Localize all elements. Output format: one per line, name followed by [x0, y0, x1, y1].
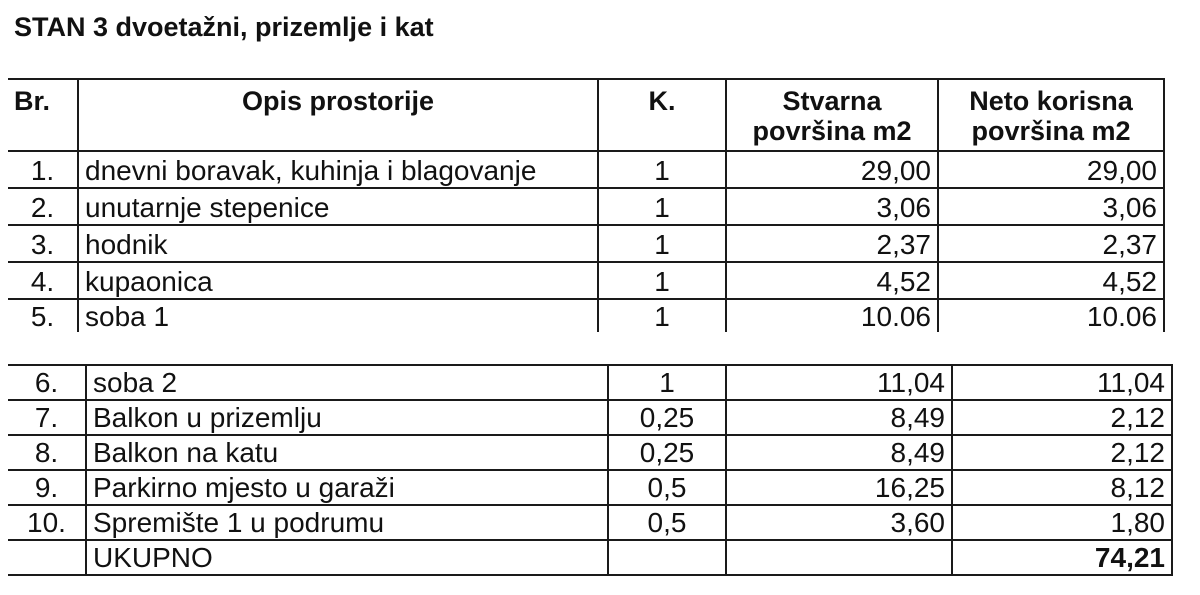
- table-row: [8, 470, 1172, 505]
- row-description: Spremište 1 u podrumu: [86, 505, 608, 540]
- header-net-area-line1: Neto korisna: [969, 86, 1133, 116]
- row-net-area: 10.06: [938, 299, 1164, 332]
- row-actual-area: 10.06: [726, 299, 938, 332]
- table-row: [8, 225, 1164, 262]
- row-description: Parkirno mjesto u garaži: [86, 470, 608, 505]
- row-coefficient: 1: [608, 365, 726, 400]
- table-header-row: [8, 79, 1164, 151]
- row-number: 3.: [8, 225, 78, 262]
- row-coefficient: 1: [598, 188, 726, 225]
- header-actual-area-line1: Stvarna: [782, 86, 882, 116]
- total-number-empty: [8, 540, 86, 575]
- table-row: [8, 262, 1164, 299]
- row-net-area: 2,37: [938, 225, 1164, 262]
- row-description: Balkon na katu: [86, 435, 608, 470]
- row-description: unutarnje stepenice: [78, 188, 598, 225]
- row-actual-area: 8,49: [726, 400, 952, 435]
- row-number: 7.: [8, 400, 86, 435]
- row-net-area: 2,12: [952, 400, 1172, 435]
- row-description: hodnik: [78, 225, 598, 262]
- total-row: [8, 540, 1172, 575]
- total-coefficient-empty: [608, 540, 726, 575]
- row-coefficient: 0,25: [608, 435, 726, 470]
- total-actual-area-empty: [726, 540, 952, 575]
- row-actual-area: 11,04: [726, 365, 952, 400]
- room-area-table-top: [8, 78, 1165, 332]
- row-coefficient: 0,25: [608, 400, 726, 435]
- row-actual-area: 2,37: [726, 225, 938, 262]
- row-net-area: 3,06: [938, 188, 1164, 225]
- row-actual-area: 8,49: [726, 435, 952, 470]
- table-row: [8, 365, 1172, 400]
- page-title: STAN 3 dvoetažni, prizemlje i kat: [14, 12, 434, 42]
- row-number: 8.: [8, 435, 86, 470]
- row-net-area: 2,12: [952, 435, 1172, 470]
- total-net-area: 74,21: [952, 540, 1172, 575]
- row-actual-area: 29,00: [726, 151, 938, 188]
- row-number: 10.: [8, 505, 86, 540]
- row-coefficient: 1: [598, 151, 726, 188]
- header-actual-area: [726, 79, 938, 151]
- row-coefficient: 0,5: [608, 470, 726, 505]
- total-label: UKUPNO: [86, 540, 608, 575]
- row-coefficient: 0,5: [608, 505, 726, 540]
- row-net-area: 29,00: [938, 151, 1164, 188]
- table-row: [8, 435, 1172, 470]
- row-net-area: 11,04: [952, 365, 1172, 400]
- row-actual-area: 16,25: [726, 470, 952, 505]
- room-area-table-bottom: [8, 364, 1173, 576]
- row-description: soba 1: [78, 299, 598, 332]
- row-description: kupaonica: [78, 262, 598, 299]
- table-row: [8, 188, 1164, 225]
- row-description: Balkon u prizemlju: [86, 400, 608, 435]
- table-row: [8, 299, 1164, 332]
- row-coefficient: 1: [598, 262, 726, 299]
- row-description: soba 2: [86, 365, 608, 400]
- table-row: [8, 400, 1172, 435]
- row-actual-area: 3,06: [726, 188, 938, 225]
- row-number: 4.: [8, 262, 78, 299]
- row-actual-area: 4,52: [726, 262, 938, 299]
- table-row: [8, 151, 1164, 188]
- row-coefficient: 1: [598, 225, 726, 262]
- row-number: 2.: [8, 188, 78, 225]
- row-number: 6.: [8, 365, 86, 400]
- header-actual-area-line2: površina m2: [752, 116, 912, 147]
- header-net-area: [938, 79, 1164, 151]
- header-description: Opis prostorije: [78, 79, 598, 151]
- row-coefficient: 1: [598, 299, 726, 332]
- row-description: dnevni boravak, kuhinja i blagovanje: [78, 151, 598, 188]
- row-actual-area: 3,60: [726, 505, 952, 540]
- header-net-area-line2: površina m2: [971, 116, 1131, 147]
- row-net-area: 8,12: [952, 470, 1172, 505]
- table-row: [8, 505, 1172, 540]
- header-coefficient: K.: [598, 79, 726, 151]
- row-net-area: 4,52: [938, 262, 1164, 299]
- row-number: 9.: [8, 470, 86, 505]
- row-number: 5.: [8, 299, 78, 332]
- header-number: Br.: [8, 79, 78, 151]
- row-number: 1.: [8, 151, 78, 188]
- row-net-area: 1,80: [952, 505, 1172, 540]
